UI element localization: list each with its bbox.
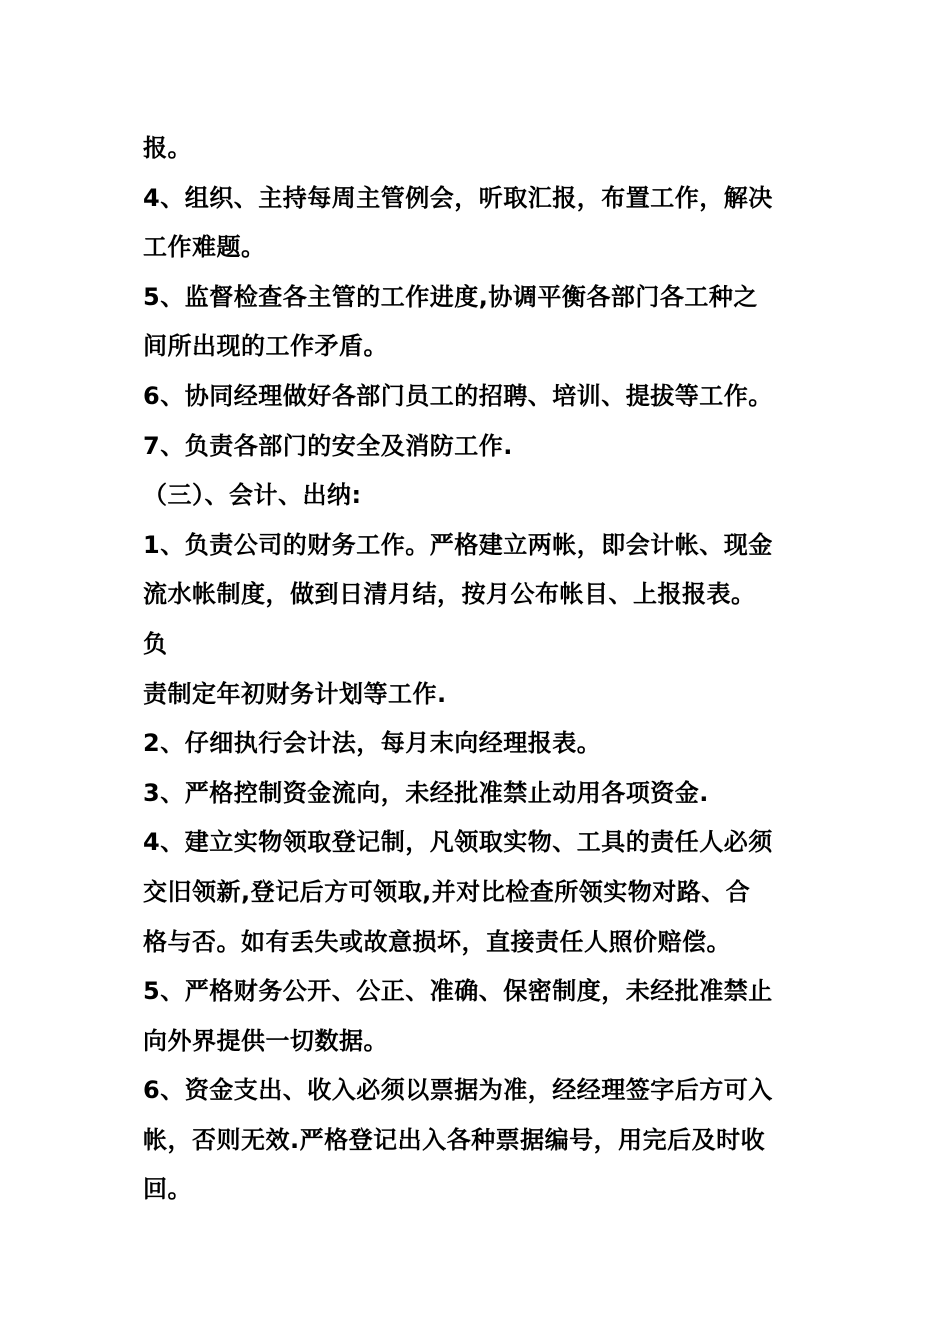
section-heading: （三）、会计、出纳: bbox=[143, 481, 362, 510]
text-line: 5、严格财务公开、公正、准确、保密制度，未经批准禁止 bbox=[143, 977, 773, 1006]
text-line: 负 bbox=[143, 629, 168, 658]
text-line: 工作难题。 bbox=[143, 233, 266, 262]
document-body bbox=[143, 124, 813, 1215]
text-line: 责制定年初财务计划等工作. bbox=[143, 679, 447, 708]
text-line: 6、资金支出、收入必须以票据为准，经经理签字后方可入 bbox=[143, 1076, 773, 1105]
text-line: 7、负责各部门的安全及消防工作. bbox=[143, 431, 513, 460]
text-line: 回。 bbox=[143, 1175, 192, 1204]
text-line: 4、组织、主持每周主管例会，听取汇报，布置工作，解决 bbox=[143, 183, 773, 212]
text-line: 报。 bbox=[143, 134, 192, 162]
text-line: 格与否。如有丢失或故意损坏，直接责任人照价赔偿。 bbox=[143, 927, 731, 956]
text-line: 流水帐制度，做到日清月结，按月公布帐目、上报报表。 bbox=[143, 580, 756, 609]
text-line: 帐，否则无效.严格登记出入各种票据编号，用完后及时收 bbox=[143, 1125, 766, 1154]
text-line: 向外界提供一切数据。 bbox=[143, 1026, 388, 1055]
text-line: 3、严格控制资金流向，未经批准禁止动用各项资金. bbox=[143, 778, 709, 807]
text-line: 5、监督检查各主管的工作进度,协调平衡各部门各工种之 bbox=[143, 282, 758, 311]
text-line: 2、仔细执行会计法，每月末向经理报表。 bbox=[143, 729, 602, 758]
text-line: 6、协同经理做好各部门员工的招聘、培训、提拔等工作。 bbox=[143, 381, 773, 410]
text-line: 1、负责公司的财务工作。严格建立两帐，即会计帐、现金 bbox=[143, 530, 773, 559]
text-line: 间所出现的工作矛盾。 bbox=[143, 332, 388, 361]
text-line: 交旧领新,登记后方可领取,并对比检查所领实物对路、合 bbox=[143, 877, 751, 906]
text-line: 4、建立实物领取登记制，凡领取实物、工具的责任人必须 bbox=[143, 828, 773, 857]
